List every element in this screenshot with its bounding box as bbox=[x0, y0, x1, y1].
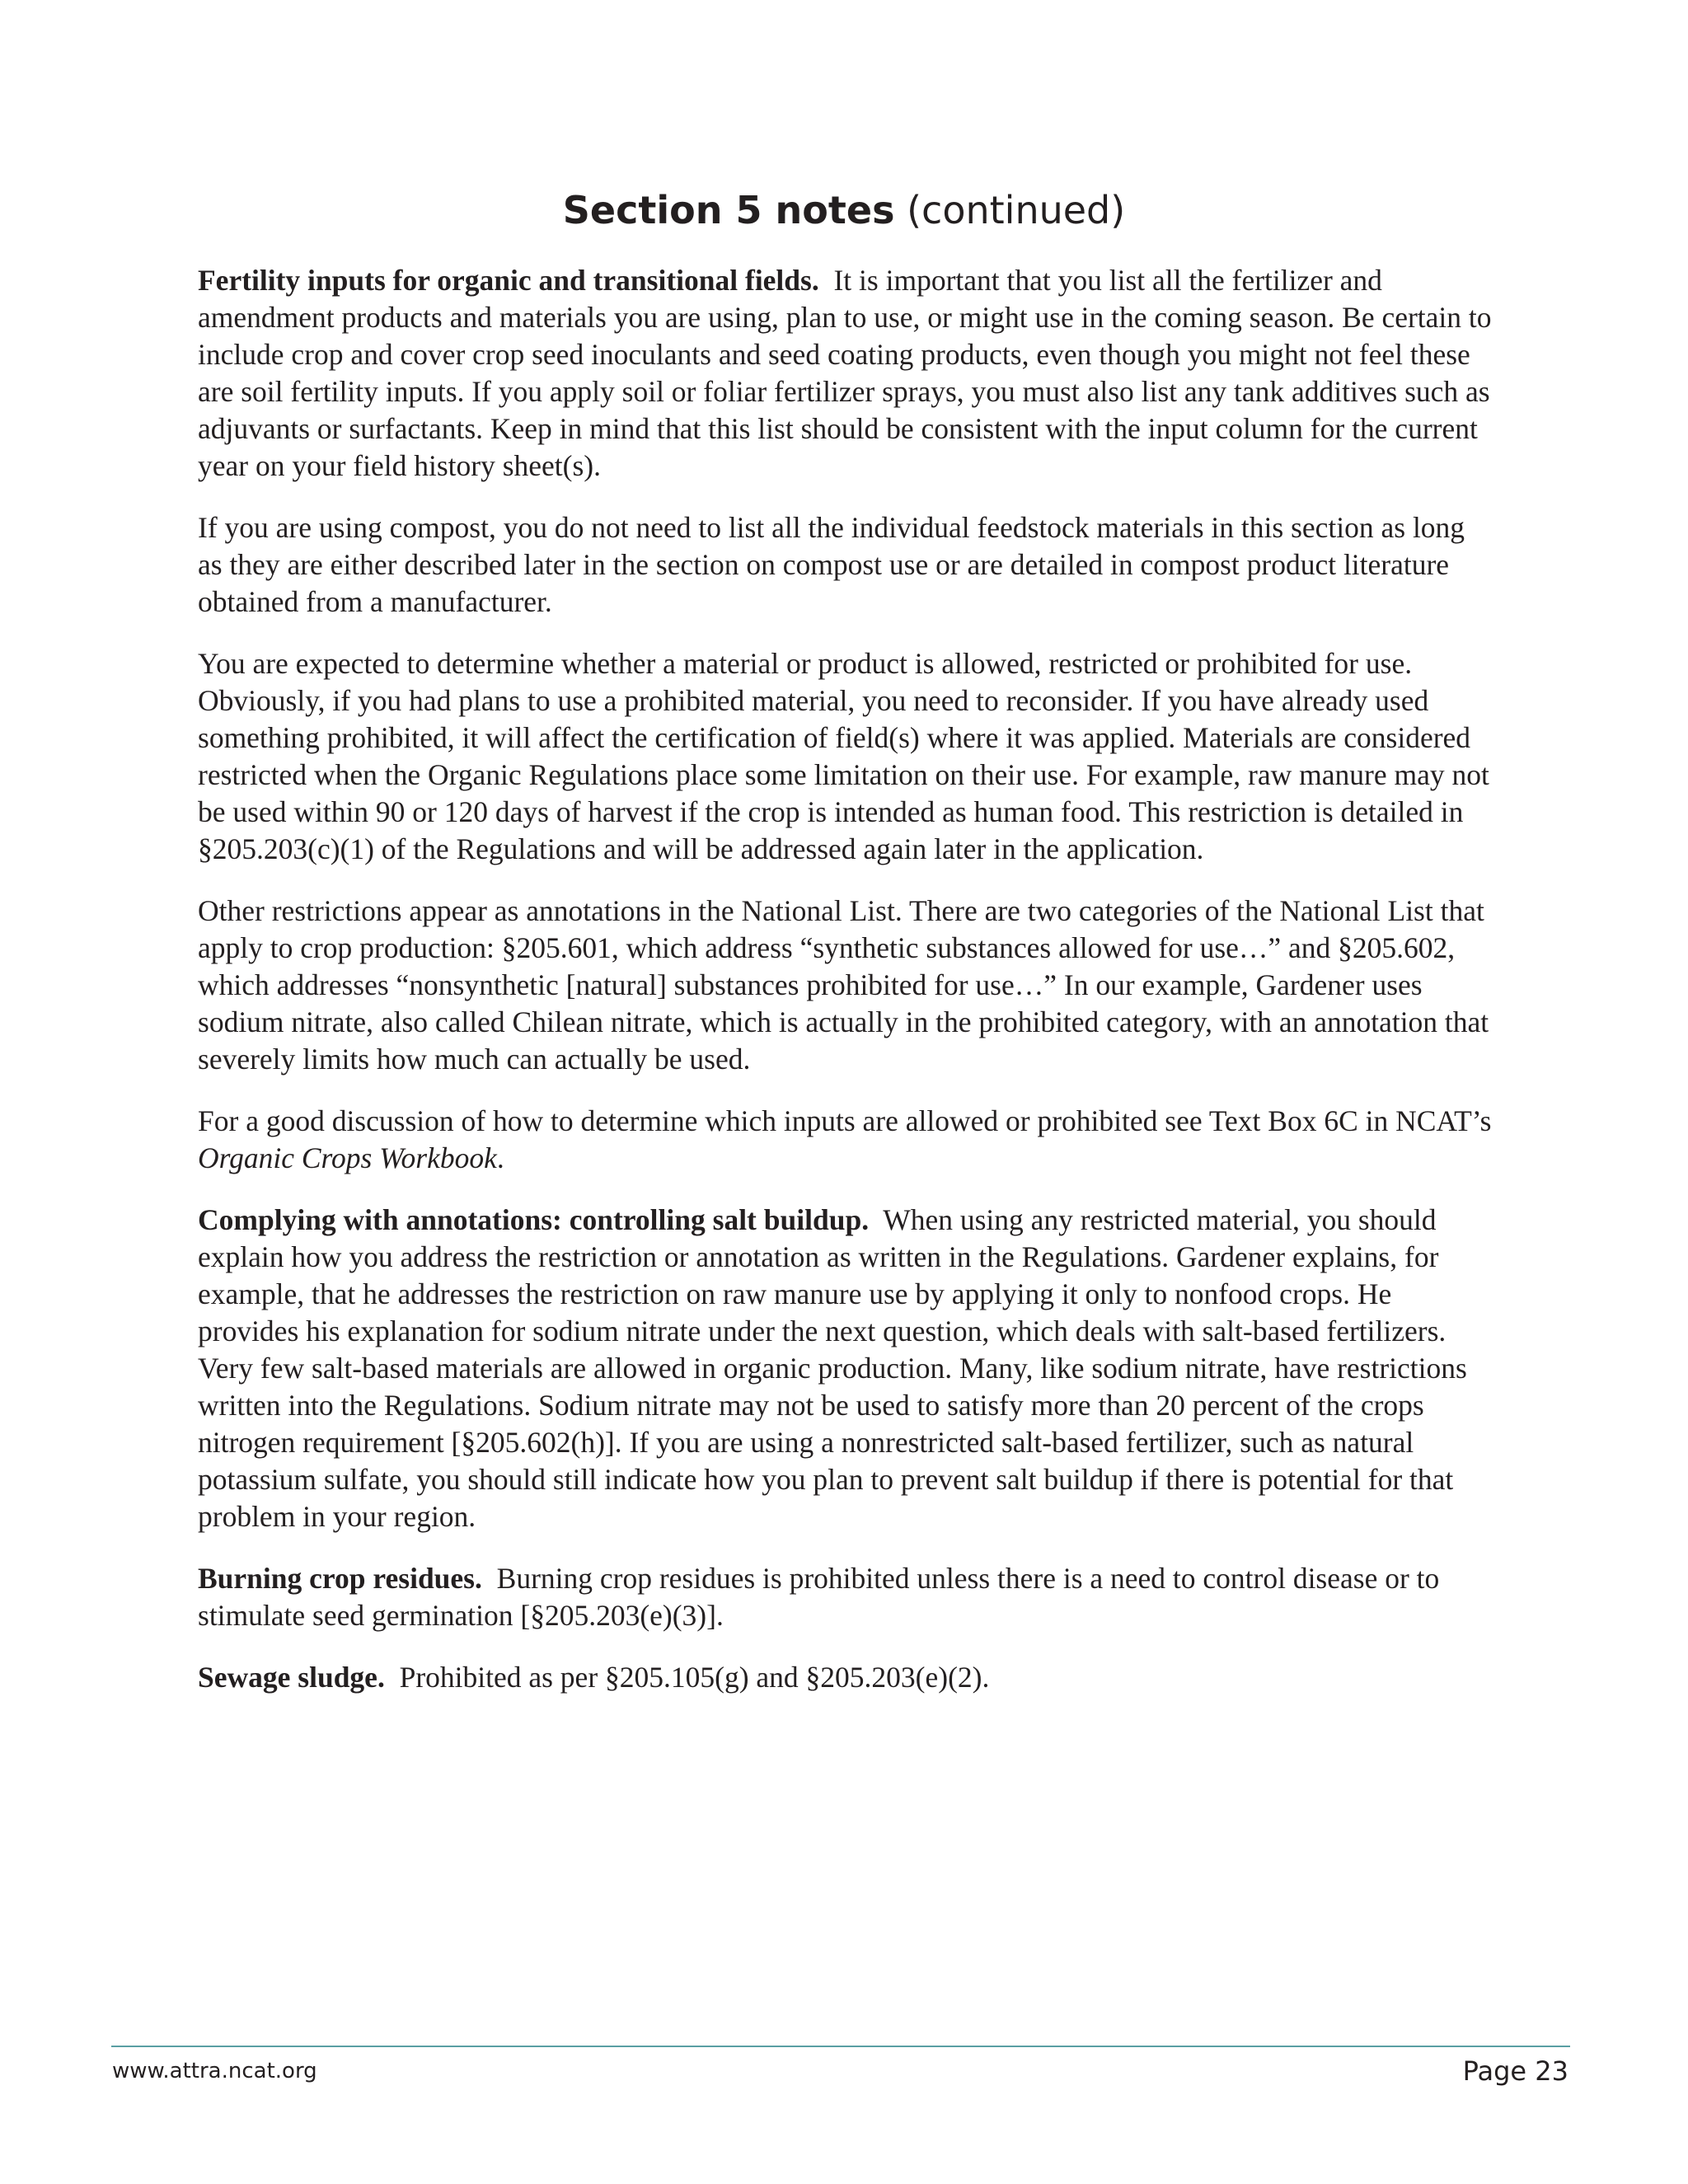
footer-url[interactable]: www.attra.ncat.org bbox=[112, 2059, 317, 2083]
paragraph-allowed-restricted bbox=[198, 645, 1492, 868]
paragraph-text: You are expected to determine whether a material or product is allowed, restricted or prohibited for use. Obviously, if you had plans to use a prohibited material, you need to reconsider. If you have already used something prohibited, it will affect the certification of field(s) where it was applied. Materials are considered restricted when the Organic Regulations place some limitation on their use. For example, raw manure may not be used within 90 or 120 days of harvest if the crop is intended as human food. This restriction is detailed in §205.203(c)(1) of the Regulations and will be addressed again later in the application. bbox=[198, 647, 1489, 865]
footer-divider bbox=[111, 2046, 1570, 2047]
paragraph-text: Burning crop residues is prohibited unless there is a need to control disease or to stimulate seed germination [§205.203(e)(3)]. bbox=[198, 1562, 1440, 1632]
paragraph-lead: Fertility inputs for organic and transitional fields. bbox=[198, 264, 819, 297]
paragraph-text: Prohibited as per §205.105(g) and §205.203(e)(2). bbox=[399, 1661, 990, 1694]
paragraph-compost bbox=[198, 509, 1492, 621]
workbook-title: Organic Crops Workbook bbox=[198, 1141, 497, 1174]
paragraph-text: Other restrictions appear as annotations in the National List. There are two categories of the National List that apply to crop production: §205.601, which address “synthetic substances allowed for use…” and §205.602, which addresses “nonsynthetic [natural] substances prohibited for use…” In our example, Gardener uses sodium nitrate, also called Chilean nitrate, which is actually in the prohibited category, with an annotation that severely limits how much can actually be used. bbox=[198, 894, 1489, 1076]
paragraph-lead: Sewage sludge. bbox=[198, 1661, 385, 1694]
paragraph-lead: Burning crop residues. bbox=[198, 1562, 482, 1595]
paragraph-national-list bbox=[198, 893, 1492, 1078]
page-title-continued: (continued) bbox=[907, 188, 1126, 232]
paragraph-fertility-inputs bbox=[198, 262, 1492, 485]
page-title bbox=[0, 188, 1688, 233]
paragraph-burning-residues bbox=[198, 1560, 1492, 1634]
paragraph-tail: . bbox=[496, 1141, 504, 1174]
paragraph-text: When using any restricted material, you should explain how you address the restriction or annotation as written in the Regulations. Gardener explains, for example, that he addresses the restriction on raw manure use by applying it only to nonfood crops. He provides his explanation for sodium nitrate under the next question, which deals with salt-based fertilizers. Very few salt-based materials are allowed in organic production. Many, like sodium nitrate, have restrictions written into the Regulations. Sodium nitrate may not be used to satisfy more than 20 percent of the crops nitrogen requirement [§205.602(h)]. If you are using a nonrestricted salt-based fertilizer, such as natural potassium sulfate, you should still indicate how you plan to prevent salt buildup if there is potential for that problem in your region. bbox=[198, 1203, 1467, 1533]
page-title-bold: Section 5 notes bbox=[562, 188, 895, 232]
paragraph-text: For a good discussion of how to determine which inputs are allowed or prohibited see Text Box 6C in NCAT’s bbox=[198, 1104, 1492, 1137]
page-number: Page 23 bbox=[1462, 2055, 1568, 2087]
paragraph-text: It is important that you list all the fertilizer and amendment products and materials you are using, plan to use, or might use in the coming season. Be certain to include crop and cover crop seed inoculants and seed coating products, even though you might not feel these are soil fertility inputs. If you apply soil or foliar fertilizer sprays, you must also list any tank additives such as adjuvants or surfactants. Keep in mind that this list should be consistent with the input column for the current year on your field history sheet(s). bbox=[198, 264, 1492, 482]
body-text bbox=[198, 262, 1492, 1721]
paragraph-sewage-sludge bbox=[198, 1659, 1492, 1696]
paragraph-salt-buildup bbox=[198, 1202, 1492, 1535]
paragraph-discussion-reference bbox=[198, 1103, 1492, 1177]
paragraph-text: If you are using compost, you do not need to list all the individual feedstock materials in this section as long as they are either described later in the section on compost use or are detailed in compost product literature obtained from a manufacturer. bbox=[198, 511, 1465, 618]
paragraph-lead: Complying with annotations: controlling salt buildup. bbox=[198, 1203, 870, 1236]
